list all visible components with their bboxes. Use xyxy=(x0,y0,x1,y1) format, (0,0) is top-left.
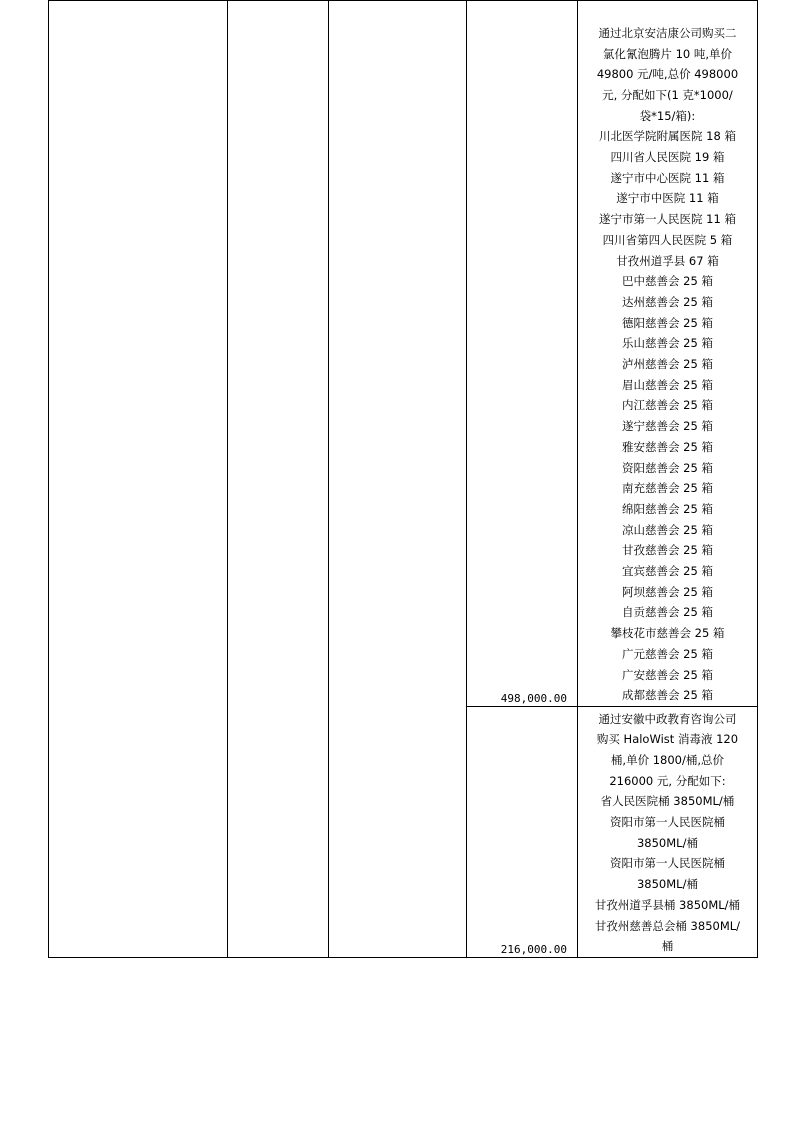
description-line: 甘孜州道孚县 67 箱 xyxy=(616,253,719,268)
description-lines xyxy=(578,709,757,957)
description-line: 袋*15/箱): xyxy=(639,108,696,123)
description-line: 通过北京安洁康公司购买二 xyxy=(598,25,737,40)
amount-cell: 498,000.00 xyxy=(467,1,578,707)
description-line: 广安慈善会 25 箱 xyxy=(622,667,713,682)
description-cell xyxy=(577,707,757,958)
description-line: 3850ML/桶 xyxy=(636,835,698,850)
description-cell xyxy=(577,1,757,707)
donation-table xyxy=(48,0,758,958)
description-line: 广元慈善会 25 箱 xyxy=(622,646,713,661)
description-line: 遂宁市中医院 11 箱 xyxy=(616,191,719,206)
description-line: 达州慈善会 25 箱 xyxy=(622,294,713,309)
description-line: 资阳市第一人民医院桶 xyxy=(609,815,725,830)
description-line: 内江慈善会 25 箱 xyxy=(622,398,713,413)
description-line: 川北医学院附属医院 18 箱 xyxy=(599,129,736,144)
description-line: 四川省第四人民医院 5 箱 xyxy=(602,232,733,247)
table-cell-empty xyxy=(228,1,329,958)
description-line: 通过安徽中政教育咨询公司 xyxy=(598,711,737,726)
amount-cell: 216,000.00 xyxy=(467,707,578,958)
description-line: 桶 xyxy=(661,939,674,954)
description-line: 攀枝花市慈善会 25 箱 xyxy=(610,626,725,641)
description-line: 泸州慈善会 25 箱 xyxy=(622,357,713,372)
description-line: 甘孜州慈善总会桶 3850ML/ xyxy=(594,918,741,933)
description-line: 凉山慈善会 25 箱 xyxy=(622,522,713,537)
description-line: 资阳慈善会 25 箱 xyxy=(622,460,713,475)
description-line: 宜宾慈善会 25 箱 xyxy=(622,564,713,579)
description-line: 甘孜慈善会 25 箱 xyxy=(622,543,713,558)
description-line: 省人民医院桶 3850ML/桶 xyxy=(600,794,735,809)
description-line: 遂宁市第一人民医院 11 箱 xyxy=(599,212,736,227)
description-line: 乐山慈善会 25 箱 xyxy=(622,336,713,351)
description-line: 216000 元, 分配如下: xyxy=(609,773,726,788)
description-line: 绵阳慈善会 25 箱 xyxy=(622,501,713,516)
description-line: 资阳市第一人民医院桶 xyxy=(609,856,725,871)
description-line: 眉山慈善会 25 箱 xyxy=(622,377,713,392)
description-line: 购买 HaloWist 消毒液 120 xyxy=(596,732,739,747)
table-cell-empty xyxy=(328,1,467,958)
description-line: 德阳慈善会 25 箱 xyxy=(622,315,713,330)
description-line: 巴中慈善会 25 箱 xyxy=(622,274,713,289)
description-line: 遂宁慈善会 25 箱 xyxy=(622,419,713,434)
description-lines xyxy=(578,23,757,706)
description-line: 南充慈善会 25 箱 xyxy=(622,481,713,496)
description-line: 阿坝慈善会 25 箱 xyxy=(622,584,713,599)
description-line: 遂宁市中心医院 11 箱 xyxy=(610,170,725,185)
description-line: 3850ML/桶 xyxy=(636,877,698,892)
description-line: 自贡慈善会 25 箱 xyxy=(622,605,713,620)
description-line: 雅安慈善会 25 箱 xyxy=(622,439,713,454)
description-line: 桶,单价 1800/桶,总价 xyxy=(610,752,725,767)
table-row xyxy=(49,1,758,707)
description-line: 四川省人民医院 19 箱 xyxy=(610,150,725,165)
table-cell-empty xyxy=(49,1,228,958)
description-line: 49800 元/吨,总价 498000 xyxy=(596,67,739,82)
description-line: 成都慈善会 25 箱 xyxy=(622,688,713,703)
description-line: 甘孜州道孚县桶 3850ML/桶 xyxy=(594,897,741,912)
description-line: 氯化氰泡腾片 10 吨,单价 xyxy=(602,46,733,61)
description-line: 元, 分配如下(1 克*1000/ xyxy=(602,87,733,102)
